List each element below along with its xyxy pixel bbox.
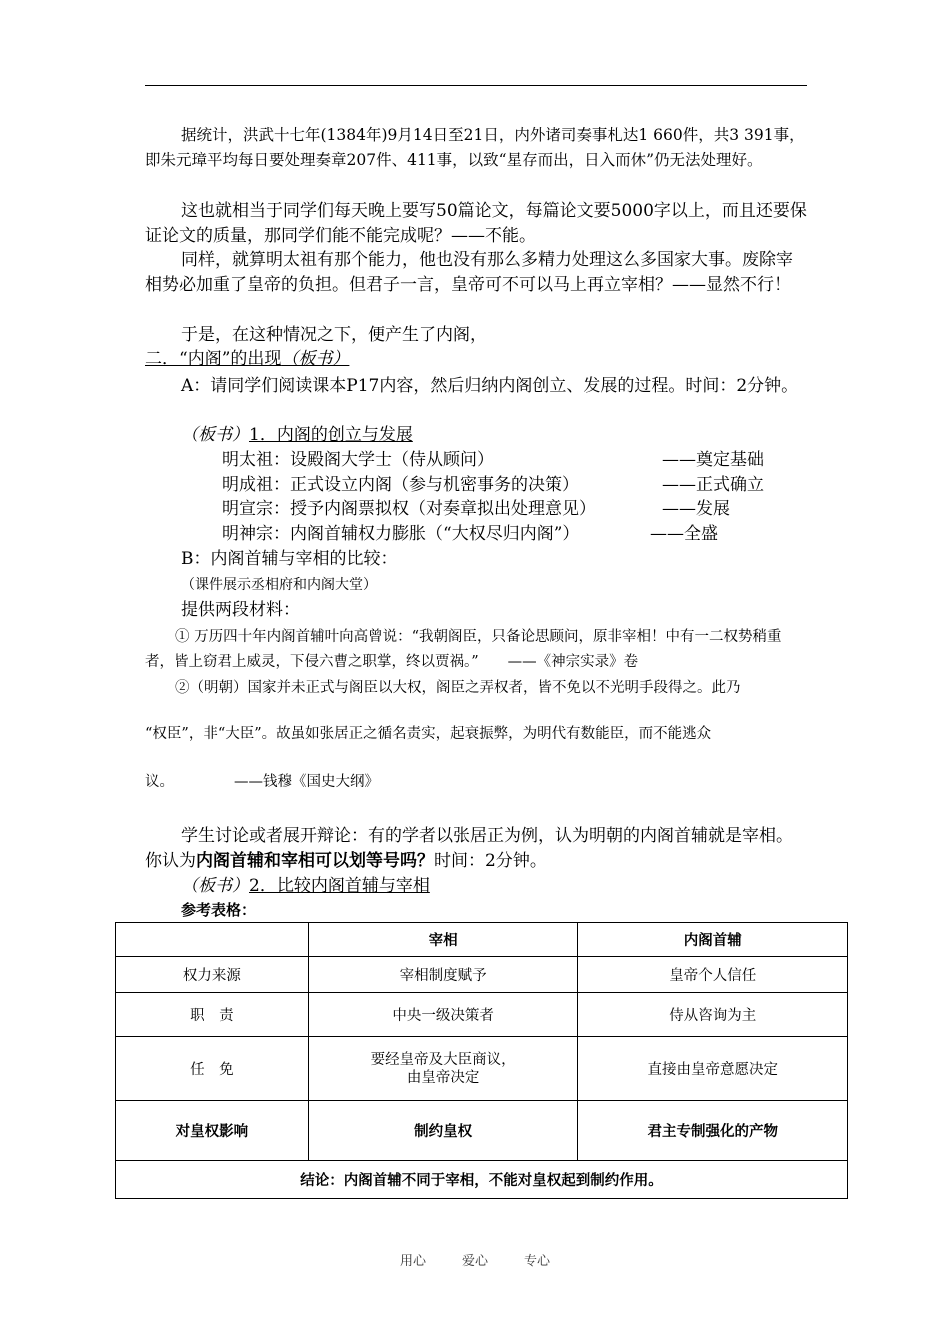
page-footer: [0, 1250, 950, 1269]
board-note-1: （板书）: [181, 425, 249, 445]
footer-word: 用心: [399, 1254, 426, 1269]
table-cell: 君主专制强化的产物: [578, 1101, 848, 1161]
emperor-row: 明神宗：内阁首辅权力膨胀（“大权尽归内阁”）: [222, 524, 580, 544]
material-1: ① 万历四十年内阁首辅叶向高曾说：“我朝阁臣，只备论思顾问，原非宰相！中有一二权势稍重者，皆上窃君上威灵，下侵六曹之职掌，终以贾祸。” ——《神宗实录》卷: [145, 629, 782, 670]
board-heading-1: [181, 423, 413, 447]
table-cell: 制约皇权: [308, 1101, 578, 1161]
comparison-table: [115, 922, 848, 1199]
table-row: [116, 993, 848, 1037]
table-header-cell: [116, 923, 309, 957]
table-cell: 职 责: [116, 993, 309, 1037]
board-heading-2: [181, 874, 430, 898]
discussion-paragraph: [145, 824, 807, 874]
footer-word: 专心: [524, 1254, 551, 1269]
paragraph-burden: 同样，就算明太祖有那个能力，他也没有那么多精力处理这么多国家大事。废除宰相势必加重了皇帝的负担。但君子一言，皇帝可不可以马上再立宰相？——显然不行！: [145, 250, 793, 295]
emperor-row: 明成祖：正式设立内阁（参与机密事务的决策）: [222, 475, 579, 495]
table-header-row: [116, 923, 848, 957]
emperor-result: ——奠定基础: [662, 450, 764, 470]
material-2-end: 议。: [145, 774, 174, 790]
courseware-note: （课件展示丞相府和内阁大堂）: [181, 577, 377, 593]
table-cell: 对皇权影响: [116, 1101, 309, 1161]
table-row: [116, 1037, 848, 1101]
discussion-time: 时间：2分钟。: [434, 851, 547, 871]
task-b: B：内阁首辅与宰相的比较：: [181, 549, 398, 569]
table-cell: 权力来源: [116, 957, 309, 993]
table-conclusion-row: [116, 1161, 848, 1199]
emperor-result: ——发展: [662, 499, 730, 519]
board-title-2: 2．比较内阁首辅与宰相: [249, 876, 430, 896]
material-2-line-3: [145, 770, 379, 794]
emperor-result: ——正式确立: [662, 475, 764, 495]
table-row: [116, 957, 848, 993]
footer-word: 爱心: [461, 1254, 488, 1269]
table-caption: 参考表格：: [181, 901, 257, 919]
table-cell: 中央一级决策者: [308, 993, 578, 1037]
table-cell: 任 免: [116, 1037, 309, 1101]
paragraph-cabinet-emerges: 于是，在这种情况之下，便产生了内阁，: [181, 325, 487, 345]
table-cell: 皇帝个人信任: [578, 957, 848, 993]
table-conclusion: 结论：内阁首辅不同于宰相，不能对皇权起到制约作用。: [116, 1161, 848, 1199]
header-rule: [145, 85, 807, 86]
material-2-source: ——钱穆《国史大纲》: [234, 774, 379, 790]
table-header-cell: 内阁首辅: [578, 923, 848, 957]
materials-intro: 提供两段材料：: [181, 600, 300, 620]
board-note-2: （板书）: [181, 876, 249, 896]
paragraph-statistics: 据统计，洪武十七年(1384年)9月14日至21日，内外诸司奏事札达1 660件，共3 391事，即朱元璋平均每日要处理奏章207件、411事，以致“星存而出，日入而休”仍无法处理好。: [145, 126, 805, 169]
emperor-result: ——全盛: [650, 524, 718, 544]
discussion-text: 学生讨论或者展开辩论：有的学者以张居正为例，认为明朝的内阁首辅就是宰相。你认为: [145, 826, 793, 871]
discussion-question: 内阁首辅和宰相可以划等号吗？: [196, 851, 434, 871]
section-2-heading: [145, 347, 349, 371]
table-header-cell: 宰相: [308, 923, 578, 957]
material-2-line-1: ②（明朝）国家并未正式与阁臣以大权，阁臣之弄权者，皆不免以不光明手段得之。此乃: [175, 680, 741, 696]
table-cell: 要经皇帝及大臣商议，由皇帝决定: [308, 1037, 578, 1101]
paragraph-essay-analogy: 这也就相当于同学们每天晚上要写50篇论文，每篇论文要5000字以上，而且还要保证论文的质量，那同学们能不能完成呢？——不能。: [145, 201, 807, 246]
section-2-note: （板书）: [281, 349, 350, 369]
board-title-1: 1．内阁的创立与发展: [249, 425, 413, 445]
section-2-title: 二．“内阁”的出现: [145, 349, 282, 369]
emperor-row: 明宣宗：授予内阁票拟权（对奏章拟出处理意见）: [222, 499, 596, 519]
table-cell: 侍从咨询为主: [578, 993, 848, 1037]
table-row: [116, 1101, 848, 1161]
emperor-row: 明太祖：设殿阁大学士（侍从顾问）: [222, 450, 494, 470]
table-cell: 宰相制度赋予: [308, 957, 578, 993]
table-cell: 直接由皇帝意愿决定: [578, 1037, 848, 1101]
material-2-line-2: “权臣”，非“大臣”。故虽如张居正之循名责实，起衰振弊，为明代有数能臣，而不能逃众: [145, 726, 712, 742]
task-a: A：请同学们阅读课本P17内容，然后归纳内阁创立、发展的过程。时间：2分钟。: [181, 376, 799, 396]
